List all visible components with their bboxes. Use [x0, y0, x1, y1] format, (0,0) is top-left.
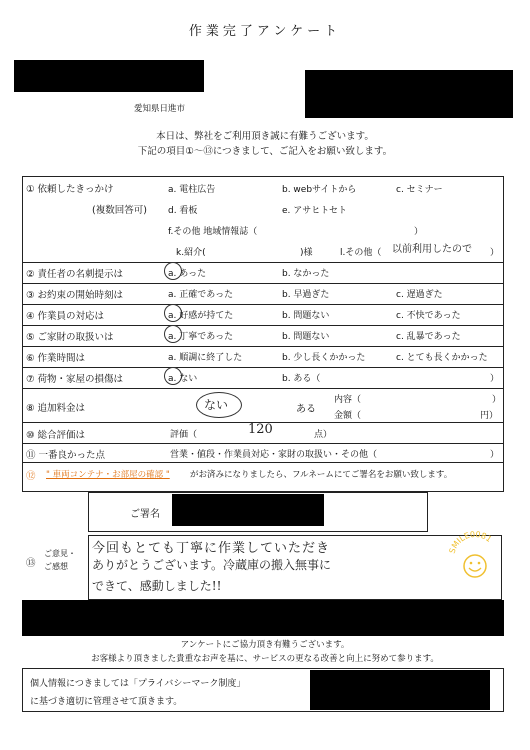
q7-option-b-close: ） [490, 374, 500, 384]
q3-label: ③ お約束の開始時刻は [26, 290, 124, 301]
q1-handwritten-other: 以前利用したので [392, 244, 472, 255]
q6-option-c[interactable]: c. とても長くかかった [396, 353, 488, 363]
smile-stamp-icon [446, 528, 504, 586]
comment-line-1: 今回もとても丁寧に作業していただき [92, 541, 331, 556]
q1-option-e[interactable]: e. アサヒトセト [282, 206, 347, 216]
divider [22, 388, 504, 389]
comment-line-2: ありがとうございます。冷蔵庫の搬入無事に [92, 558, 332, 572]
q1-option-k-close: )様 [300, 248, 313, 258]
stamp-text: SMILE0081 [447, 529, 494, 555]
q1-option-a[interactable]: a. 電柱広告 [168, 185, 216, 195]
q1-option-d[interactable]: d. 看板 [168, 206, 198, 216]
q8-amount-close: 円） [480, 411, 499, 421]
redacted-name-block [14, 60, 204, 92]
q6-label: ⑥ 作業時間は [26, 353, 86, 364]
redacted-logo-block [305, 70, 513, 118]
rating-score: 120 [248, 422, 273, 437]
divider [22, 262, 504, 263]
q13-label-1: ご意見・ [44, 549, 76, 558]
q13-label-2: ご感想 [44, 562, 68, 571]
q12-instruction: がお済みになりましたら、フルネームにてご署名をお願い致します。 [190, 470, 453, 480]
q1-option-k[interactable]: k.紹介( [176, 248, 206, 258]
q11-label: ⑪ 一番良かった点 [26, 450, 106, 461]
q8-option-aru[interactable]: ある [296, 404, 316, 415]
q1-option-f-close: ） [414, 227, 424, 237]
q8-handwritten-answer: ない [204, 398, 229, 412]
comment-line-3: できて、感動しました!! [92, 579, 222, 593]
q1-option-c[interactable]: c. セミナー [396, 185, 443, 195]
q11-options[interactable]: 営業・値段・作業員対応・家財の取扱い・その他（ [170, 450, 378, 460]
intro-line-2: 下記の項目①～⑬につきまして、ご記入をお願い致します。 [137, 146, 393, 157]
divider [22, 367, 504, 368]
q3-option-b[interactable]: b. 早過ぎた [282, 290, 330, 300]
q8-content-label: 内容（ [334, 395, 362, 405]
divider [22, 443, 504, 444]
form-title: 作業完了アンケート [188, 24, 342, 39]
q4-option-c[interactable]: c. 不快であった [396, 311, 461, 321]
divider [22, 304, 504, 305]
q7-label: ⑦ 荷物・家屋の損傷は [26, 374, 124, 385]
q5-label: ⑤ ご家財の取扱いは [26, 332, 114, 343]
q10-label: ⑩ 総合評価は [26, 430, 86, 441]
q12-highlight: " 車両コンテナ・お部屋の確認 " [46, 470, 170, 480]
q3-option-a[interactable]: a. 正確であった [168, 290, 234, 300]
q4-option-b[interactable]: b. 問題ない [282, 311, 330, 321]
q8-amount-label: 金額（ [334, 411, 362, 421]
q5-option-c[interactable]: c. 乱暴であった [396, 332, 461, 342]
redacted-privacy-logo [310, 670, 490, 710]
q12-number: ⑫ [26, 471, 36, 482]
q4-option-a[interactable]: a. 好感が持てた [168, 311, 234, 321]
q13-number: ⑬ [26, 558, 36, 569]
thanks-line-1: アンケートにご協力頂き有難うございます。 [180, 640, 350, 650]
customer-address: 愛知県日進市 [134, 104, 186, 114]
q1-option-f[interactable]: f.その他 地域情報誌（ [168, 227, 258, 237]
q4-label: ④ 作業員の対応は [26, 311, 105, 322]
signature-label: ご署名 [130, 509, 160, 520]
q8-label: ⑧ 追加料金は [26, 403, 86, 414]
q3-option-c[interactable]: c. 遅過ぎた [396, 290, 443, 300]
q8-content-close: ） [492, 395, 502, 405]
thanks-line-2: お客様より頂きました貴重なお声を基に、サービスの更なる改善と向上に努めて参ります。 [91, 654, 439, 664]
divider [22, 325, 504, 326]
q5-option-a[interactable]: a. 丁寧であった [168, 332, 234, 342]
redacted-company-block [22, 600, 504, 636]
q1-label: ① 依頼したきっかけ [26, 184, 114, 195]
q2-label: ② 責任者の名刺提示は [26, 269, 124, 280]
q6-option-a[interactable]: a. 順調に終了した [168, 353, 243, 363]
rating-label: 評価（ [170, 430, 198, 440]
q7-option-b[interactable]: b. ある（ [282, 374, 321, 384]
q1-option-l-close: ） [490, 248, 500, 258]
redacted-signature [172, 494, 324, 526]
q11-close: ） [490, 450, 500, 460]
divider [22, 346, 504, 347]
privacy-line-2: に基づき適切に管理させて頂きます。 [30, 697, 183, 707]
q6-option-b[interactable]: b. 少し長くかかった [282, 353, 366, 363]
q1-option-b[interactable]: b. webサイトから [282, 185, 357, 195]
q2-option-b[interactable]: b. なかった [282, 269, 330, 279]
q2-option-a[interactable]: a. あった [168, 269, 207, 279]
divider [22, 283, 504, 284]
divider [22, 462, 504, 463]
rating-unit: 点） [314, 430, 333, 440]
intro-line-1: 本日は、弊社をご利用頂き誠に有難うございます。 [156, 131, 374, 142]
q7-option-a[interactable]: a. ない [168, 374, 198, 384]
q1-sublabel: (複数回答可) [92, 205, 147, 216]
q5-option-b[interactable]: b. 問題ない [282, 332, 330, 342]
privacy-line-1: 個人情報につきましては「プライバシーマーク制度」 [30, 679, 246, 689]
q1-option-l[interactable]: l.その他（ [340, 248, 382, 258]
